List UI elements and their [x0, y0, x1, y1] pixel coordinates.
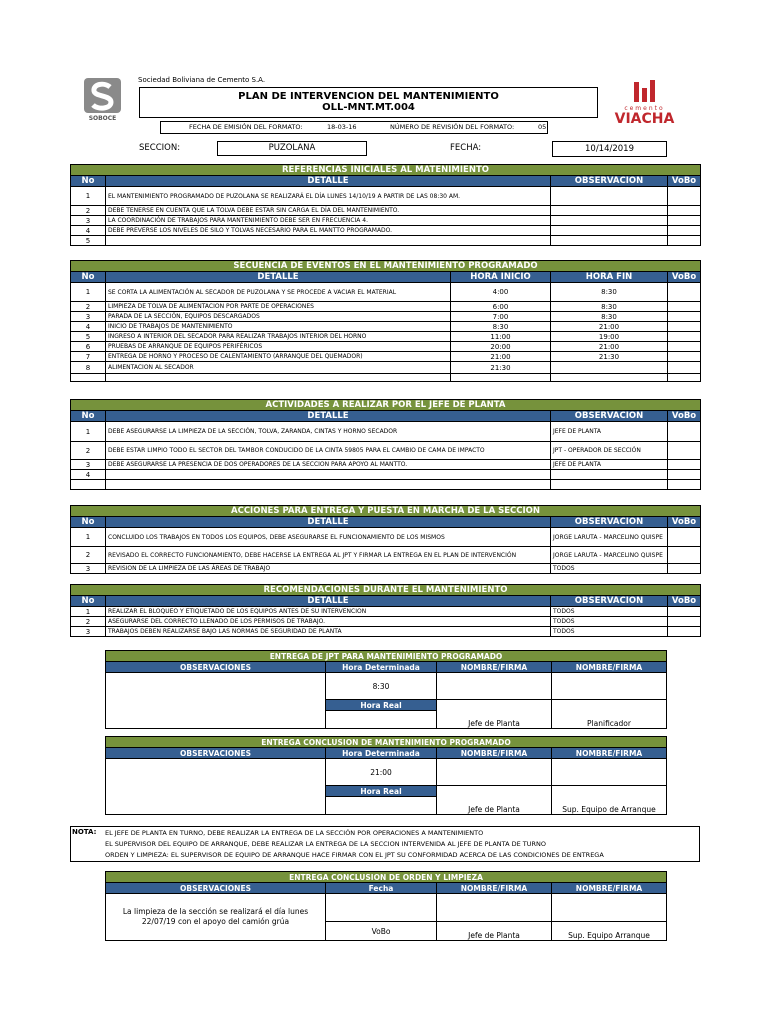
row-vobo: [668, 442, 701, 460]
scheduled-time: 21:00: [326, 759, 437, 786]
row-end-time: 8:30: [551, 302, 668, 312]
table-row: [71, 422, 701, 442]
row-detail: DEBE PREVERSE LOS NIVELES DE SILO Y TOLVAS NECESARIO PARA EL MANTTO PROGRAMADO.: [106, 226, 551, 236]
row-number: 2: [71, 206, 106, 216]
row-observation: TODOS: [551, 627, 668, 637]
row-detail: LA COORDINACIÓN DE TRABAJOS PARA MANTENIMIENTO DEBE SER EN FRECUENCIA 4.: [106, 216, 551, 226]
table-row: [71, 564, 701, 574]
row-vobo: [668, 547, 701, 564]
nota-box: [70, 826, 700, 862]
entrega-conclusion-table: [105, 736, 667, 815]
row-observation: [551, 226, 668, 236]
table-row: [71, 187, 701, 206]
row-observation: JORGE LARUTA - MARCELINO QUISPE: [551, 528, 668, 547]
row-vobo: [668, 362, 701, 374]
table-row: [71, 607, 701, 617]
row-observation: JORGE LARUTA - MARCELINO QUISPE: [551, 547, 668, 564]
row-observation: JPT - OPERADOR DE SECCIÓN: [551, 442, 668, 460]
row-detail: DEBE TENERSE EN CUENTA QUE LA TOLVA DEBE ESTAR SIN CARGA EL DÍA DEL MANTENIMIENTO.: [106, 206, 551, 216]
revision-label: NÚMERO DE REVISIÓN DEL FORMATO:: [390, 123, 515, 131]
row-start-time: 4:00: [451, 283, 551, 302]
table-row: [71, 226, 701, 236]
col-header: No: [71, 176, 106, 187]
nota-line: EL SUPERVISOR DEL EQUIPO DE ARRANQUE, DEBE REALIZAR LA ENTREGA DE LA SECCION INTERVENIDA AL JEFE DE PLANTA DE TURNO: [105, 840, 547, 848]
col-header: NOMBRE/FIRMA: [437, 662, 552, 673]
row-end-time: 21:00: [551, 342, 668, 352]
table-row: [71, 480, 701, 490]
row-start-time: 6:00: [451, 302, 551, 312]
row-vobo: [668, 422, 701, 442]
row-number: 1: [71, 187, 106, 206]
table-row: [71, 617, 701, 627]
vobo-label: VoBo: [326, 922, 437, 941]
entrega-jpt-table: [105, 650, 667, 729]
signer-role: Sup. Equipo de Arranque: [552, 786, 667, 815]
real-time-cell: [326, 711, 437, 729]
secuencia-table: [70, 260, 701, 382]
row-vobo: [668, 216, 701, 226]
row-number: 3: [71, 312, 106, 322]
col-header: OBSERVACION: [551, 176, 668, 187]
emission-label: FECHA DE EMISIÓN DEL FORMATO:: [189, 123, 303, 131]
scheduled-time: 8:30: [326, 673, 437, 700]
row-detail: ASEGURARSE DEL CORRECTO LLENADO DE LOS PERMISOS DE TRABAJO.: [106, 617, 551, 627]
col-header: VoBo: [668, 517, 701, 528]
row-observation: [551, 480, 668, 490]
row-end-time: 8:30: [551, 312, 668, 322]
row-number: 7: [71, 352, 106, 362]
viacha-text: VIACHA: [614, 111, 675, 127]
row-number: 2: [71, 547, 106, 564]
row-vobo: [668, 206, 701, 216]
signer-role: Sup. Equipo Arranque: [552, 922, 667, 941]
seccion-value: PUZOLANA: [268, 143, 316, 153]
row-number: 4: [71, 470, 106, 480]
col-header: OBSERVACIONES: [106, 748, 326, 759]
row-number: 6: [71, 342, 106, 352]
viacha-logo: [612, 80, 677, 128]
row-end-time: 19:00: [551, 332, 668, 342]
org-name: Sociedad Boliviana de Cemento S.A.: [138, 76, 266, 84]
row-number: 1: [71, 607, 106, 617]
row-observation: [551, 187, 668, 206]
signature-cell: [437, 673, 552, 700]
col-header: OBSERVACIONES: [106, 662, 326, 673]
row-start-time: 8:30: [451, 322, 551, 332]
col-header: No: [71, 596, 106, 607]
col-header: Hora Determinada: [326, 748, 437, 759]
row-number: 2: [71, 617, 106, 627]
observations-cell: [106, 759, 326, 815]
table-row: [71, 352, 701, 362]
actividades-table: [70, 399, 701, 490]
row-observation: [551, 236, 668, 246]
col-header: Fecha: [326, 883, 437, 894]
row-number: [71, 480, 106, 490]
signer-role: Planificador: [552, 700, 667, 729]
row-detail: ALIMENTACION AL SECADOR: [106, 362, 451, 374]
row-end-time: 21:00: [551, 322, 668, 332]
nota-line: ORDEN Y LIMPIEZA: EL SUPERVISOR DE EQUIPO DE ARRANQUE HACE FIRMAR CON EL JPT SU CONFORMIDAD ACERCA DE LAS CONDICIONES DE ENTREGA: [105, 851, 604, 859]
row-detail: PARADA DE LA SECCIÓN, EQUIPOS DESCARGADOS: [106, 312, 451, 322]
signature-cell: [437, 759, 552, 786]
row-detail: LIMPIEZA DE TOLVA DE ALIMENTACION POR PARTE DE OPERACIONES: [106, 302, 451, 312]
table-row: [71, 470, 701, 480]
col-header: NOMBRE/FIRMA: [437, 883, 552, 894]
col-header: OBSERVACION: [551, 411, 668, 422]
signature-cell: [552, 759, 667, 786]
table-row: [71, 236, 701, 246]
section-title: SECUENCIA DE EVENTOS EN EL MANTENIMIENTO PROGRAMADO: [71, 261, 701, 272]
col-header: VoBo: [668, 272, 701, 283]
table-row: [71, 362, 701, 374]
row-vobo: [668, 342, 701, 352]
col-header: No: [71, 411, 106, 422]
row-number: 5: [71, 236, 106, 246]
soboce-logo: [84, 78, 121, 122]
document-title: PLAN DE INTERVENCION DEL MANTENIMIENTO: [238, 91, 499, 102]
row-observation: JEFE DE PLANTA: [551, 422, 668, 442]
fecha-value: 10/14/2019: [585, 144, 634, 154]
emission-value: 18-03-16: [327, 123, 357, 131]
col-header: No: [71, 272, 106, 283]
row-vobo: [668, 470, 701, 480]
signer-role: Jefe de Planta: [437, 786, 552, 815]
row-detail: SE CORTA LA ALIMENTACIÓN AL SECADOR DE PUZOLANA Y SE PROCEDE A VACIAR EL MATERIAL: [106, 283, 451, 302]
signature-cell: [437, 894, 552, 922]
row-detail: INICIO DE TRABAJOS DE MANTENIMIENTO: [106, 322, 451, 332]
col-header: DETALLE: [106, 596, 551, 607]
format-info-box: [160, 121, 548, 134]
col-header: OBSERVACION: [551, 517, 668, 528]
col-header: Hora Determinada: [326, 662, 437, 673]
col-header: OBSERVACION: [551, 596, 668, 607]
section-title: ENTREGA DE JPT PARA MANTENIMIENTO PROGRAMADO: [106, 651, 667, 662]
row-vobo: [668, 236, 701, 246]
seccion-field: [217, 141, 367, 156]
col-header: NOMBRE/FIRMA: [552, 662, 667, 673]
col-header: DETALLE: [106, 411, 551, 422]
row-vobo: [668, 564, 701, 574]
row-vobo: [668, 283, 701, 302]
row-start-time: 21:30: [451, 362, 551, 374]
col-header: HORA INICIO: [451, 272, 551, 283]
table-row: [71, 322, 701, 332]
entrega-orden-table: [105, 871, 667, 941]
row-detail: TRABAJOS DEBEN REALIZARSE BAJO LAS NORMAS DE SEGURIDAD DE PLANTA: [106, 627, 551, 637]
seccion-label: SECCION:: [139, 143, 181, 153]
table-row: [71, 374, 701, 382]
table-row: [71, 547, 701, 564]
fecha-label: FECHA:: [450, 143, 482, 153]
row-number: 3: [71, 216, 106, 226]
row-detail: DEBE ESTAR LIMPIO TODO EL SECTOR DEL TAMBOR CONDUCIDO DE LA CINTA 59805 PARA EL CAMBIO DE CAMA DE IMPACTO: [106, 442, 551, 460]
signature-cell: [552, 894, 667, 922]
col-header: VoBo: [668, 176, 701, 187]
row-vobo: [668, 607, 701, 617]
col-header: VoBo: [668, 411, 701, 422]
row-start-time: 20:00: [451, 342, 551, 352]
row-observation: TODOS: [551, 564, 668, 574]
row-detail: [106, 470, 551, 480]
section-title: RECOMENDACIONES DURANTE EL MANTENIMIENTO: [71, 585, 701, 596]
table-row: [71, 627, 701, 637]
row-vobo: [668, 352, 701, 362]
row-number: 4: [71, 226, 106, 236]
row-detail: DEBE ASEGURARSE LA LIMPIEZA DE LA SECCIÓN, TOLVA, ZARANDA, CINTAS Y HORNO SECADOR: [106, 422, 551, 442]
section-title: ACCIONES PARA ENTREGA Y PUESTA EN MARCHA DE LA SECCIÓN: [71, 506, 701, 517]
row-number: 3: [71, 460, 106, 470]
row-start-time: 11:00: [451, 332, 551, 342]
table-row: [71, 216, 701, 226]
date-cell: [326, 894, 437, 922]
row-vobo: [668, 312, 701, 322]
row-number: 3: [71, 627, 106, 637]
row-vobo: [668, 322, 701, 332]
table-row: [71, 332, 701, 342]
row-number: 1: [71, 283, 106, 302]
real-time-cell: [326, 797, 437, 815]
row-vobo: [668, 480, 701, 490]
observations-text: La limpieza de la sección se realizará el día lunes 22/07/19 con el apoyo del camión grúa: [106, 894, 326, 941]
document-code: OLL-MNT.MT.004: [322, 102, 415, 113]
row-number: 5: [71, 332, 106, 342]
col-header: NOMBRE/FIRMA: [552, 748, 667, 759]
col-header: OBSERVACIONES: [106, 883, 326, 894]
row-vobo: [668, 187, 701, 206]
table-row: [71, 442, 701, 460]
table-row: [71, 528, 701, 547]
nota-line: EL JEFE DE PLANTA EN TURNO, DEBE REALIZAR LA ENTREGA DE LA SECCIÓN POR OPERACIONES A MANTENIMIENTO: [105, 829, 484, 837]
revision-value: 05: [538, 123, 547, 131]
row-detail: REVISION DE LA LIMPIEZA DE LAS ÁREAS DE TRABAJO: [106, 564, 551, 574]
row-vobo: [668, 528, 701, 547]
section-title: ENTREGA CONCLUSION DE MANTENIMIENTO PROGRAMADO: [106, 737, 667, 748]
row-detail: REVISADO EL CORRECTO FUNCIONAMIENTO, DEBE HACERSE LA ENTREGA AL JPT Y FIRMAR LA ENTREGA EN EL PLAN DE INTERVENCIÓN: [106, 547, 551, 564]
observations-cell: [106, 673, 326, 729]
row-observation: TODOS: [551, 617, 668, 627]
row-detail: PRUEBAS DE ARRANQUE DE EQUIPOS PERIFÉRICOS: [106, 342, 451, 352]
col-header: DETALLE: [106, 272, 451, 283]
cemento-text: cemento: [624, 105, 665, 112]
row-number: 1: [71, 528, 106, 547]
row-detail: EL MANTENIMIENTO PROGRAMADO DE PUZOLANA SE REALIZARÁ EL DÍA LUNES 14/10/19 A PARTIR DE LAS 08:30 AM.: [106, 187, 551, 206]
row-vobo: [668, 302, 701, 312]
row-number: 4: [71, 322, 106, 332]
section-title: REFERENCIAS INICIALES AL MATENIMIENTO: [71, 165, 701, 176]
row-detail: ENTREGA DE HORNO Y PROCESO DE CALENTAMIENTO (ARRANQUE DEL QUEMADOR): [106, 352, 451, 362]
referencias-table: [70, 164, 701, 246]
row-start-time: 21:00: [451, 352, 551, 362]
row-observation: TODOS: [551, 607, 668, 617]
row-vobo: [668, 627, 701, 637]
row-detail: INGRESO A INTERIOR DEL SECADOR PARA REALIZAR TRABAJOS INTERIOR DEL HORNO: [106, 332, 451, 342]
fecha-field: [552, 141, 667, 157]
nota-label: NOTA:: [72, 828, 97, 836]
title-box: [139, 87, 598, 118]
row-number: 8: [71, 362, 106, 374]
table-row: [71, 302, 701, 312]
hora-real-label: Hora Real: [326, 700, 437, 711]
col-header: No: [71, 517, 106, 528]
row-end-time: 8:30: [551, 283, 668, 302]
row-detail: REALIZAR EL BLOQUEO Y ETIQUETADO DE LOS EQUIPOS ANTES DE SU INTERVENCION: [106, 607, 551, 617]
recomendaciones-table: [70, 584, 701, 637]
factory-icon: [628, 80, 662, 102]
row-detail: DEBE ASEGURARSE LA PRESENCIA DE DOS OPERADORES DE LA SECCION PARA APOYO AL MANTTO.: [106, 460, 551, 470]
row-detail: [106, 236, 551, 246]
col-header: NOMBRE/FIRMA: [552, 883, 667, 894]
col-header: DETALLE: [106, 176, 551, 187]
row-end-time: [551, 362, 668, 374]
hora-real-label: Hora Real: [326, 786, 437, 797]
row-start-time: 7:00: [451, 312, 551, 322]
row-number: 2: [71, 302, 106, 312]
acciones-table: [70, 505, 701, 574]
row-detail: [106, 480, 551, 490]
row-vobo: [668, 226, 701, 236]
table-row: [71, 342, 701, 352]
row-observation: [551, 216, 668, 226]
row-number: 2: [71, 442, 106, 460]
row-detail: CONCLUIDO LOS TRABAJOS EN TODOS LOS EQUIPOS, DEBE ASEGURARSE EL FUNCIONAMIENTO DE LOS MISMOS: [106, 528, 551, 547]
col-header: DETALLE: [106, 517, 551, 528]
row-number: 1: [71, 422, 106, 442]
row-end-time: 21:30: [551, 352, 668, 362]
row-vobo: [668, 617, 701, 627]
row-vobo: [668, 460, 701, 470]
row-observation: [551, 470, 668, 480]
table-row: [71, 283, 701, 302]
section-title: ENTREGA CONCLUSION DE ORDEN Y LIMPIEZA: [106, 872, 667, 883]
svg-text:SOBOCE: SOBOCE: [88, 115, 117, 122]
table-row: [71, 460, 701, 470]
signer-role: Jefe de Planta: [437, 922, 552, 941]
row-observation: [551, 206, 668, 216]
col-header: NOMBRE/FIRMA: [437, 748, 552, 759]
table-row: [71, 312, 701, 322]
row-number: 3: [71, 564, 106, 574]
soboce-logo-icon: [84, 78, 121, 122]
col-header: HORA FIN: [551, 272, 668, 283]
signer-role: Jefe de Planta: [437, 700, 552, 729]
row-vobo: [668, 332, 701, 342]
row-observation: JEFE DE PLANTA: [551, 460, 668, 470]
signature-cell: [552, 673, 667, 700]
table-row: [71, 206, 701, 216]
col-header: VoBo: [668, 596, 701, 607]
section-title: ACTIVIDADES A REALIZAR POR EL JEFE DE PLANTA: [71, 400, 701, 411]
